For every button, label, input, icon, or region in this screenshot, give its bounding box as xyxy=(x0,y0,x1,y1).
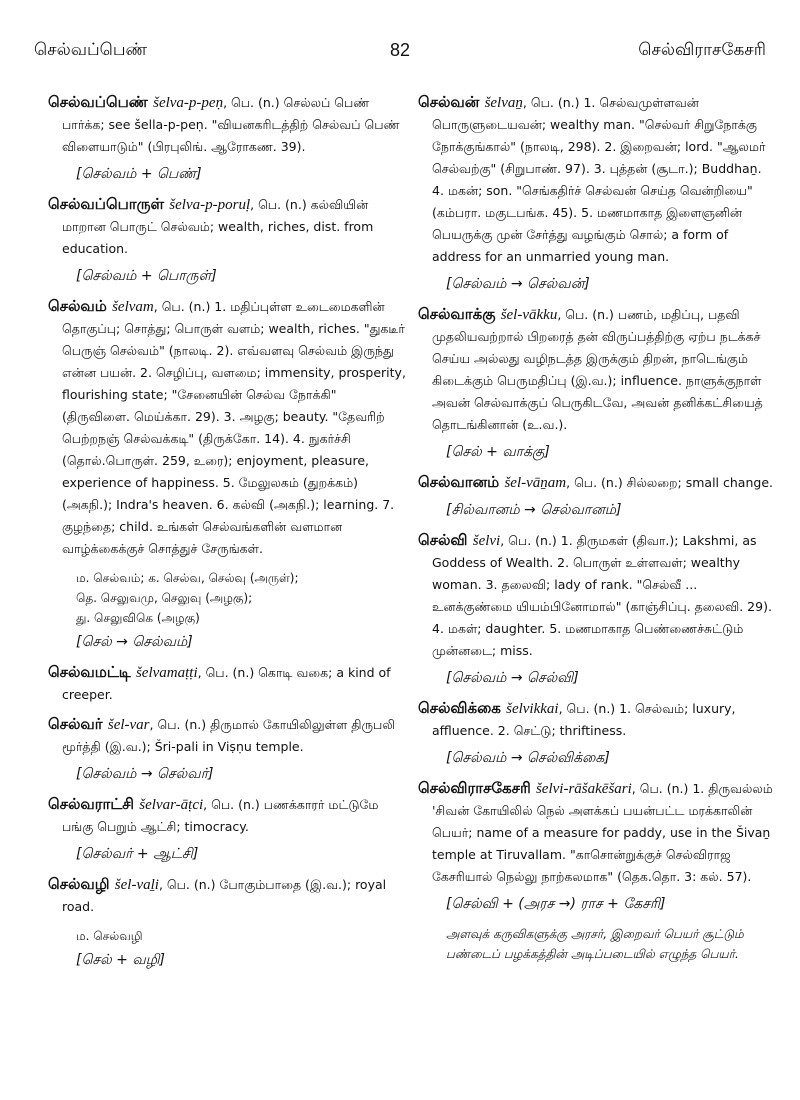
etymology: [செல்வர் + ஆட்சி] xyxy=(76,846,199,862)
transliteration: šel-vāṉam xyxy=(504,475,567,491)
cognates xyxy=(76,568,408,628)
etymology: [செல்வம் → செல்வர்] xyxy=(76,766,214,782)
definition: , பெ. (n.) திருமால் கோயிலிலுள்ள திருபலி மூர்த்தி (இ.வ.); Šri-pali in Viṣṇu temple. xyxy=(62,717,396,754)
definition: , பெ. (n.) 1. செல்வம்; luxury, affluence. 2. செட்டு; thriftiness. xyxy=(432,701,736,738)
definition: , பெ. (n.) 1. திருவல்லம் 'சிவன் கோயிலில் நெல் அளக்கப் பயன்பட்ட மரக்காலின் பெயர்; name of a measure for paddy, use in the Šivaṉ temple at Tiruvallam. "காசொன்றுக்குச் செல்விராஜ கேசரியால் நெல்லு நாற்கலமாக" (தெக.தொ. 3: கல். 57). xyxy=(432,781,773,884)
headword: செல்வப்பெண் xyxy=(48,93,154,111)
definition: , பெ. (n.) பணம், மதிப்பு, பதவி முதலியவற்றால் பிறரைத் தன் விருப்பத்திற்கு ஏற்ப நடக்கச் செய்ய அல்லது வழிநடத்த இருக்கும் திறன், நாடெங்கும் கிடைக்கும் பெருமதிப்பு (இ.வ.); influence. நாளுக்குநாள் அவன் செல்வாக்குப் பெருகிடவே, அவன் தனிக்கட்சியைத் தொடங்கினான் (உ.வ.). xyxy=(432,307,763,432)
dictionary-entry xyxy=(48,794,408,838)
headword: செல்வி xyxy=(418,531,473,549)
cognates xyxy=(76,926,408,946)
definition: , பெ. (n.) செல்லப் பெண் பார்க்க; see šella-p-peṇ. "வியனகரிடத்திற் செல்வப் பெண் விளையாடும்" (பிரபுலிங். ஆரோகண. 39). xyxy=(62,95,400,154)
usage-note: அளவுக் கருவிகளுக்கு அரசர், இறைவர் பெயர் சூட்டும் பண்டைப் பழக்கத்தின் அடிப்படையில் எழுந்த பெயர். xyxy=(446,927,744,961)
headword: செல்வராட்சி xyxy=(48,795,140,813)
etymology: [செல்வம் + பொருள்] xyxy=(76,268,217,284)
left-column xyxy=(48,92,408,980)
etymology: [செல் + வழி] xyxy=(76,952,166,968)
right-guide-word: செல்விராசகேசரி xyxy=(638,40,766,60)
headword: செல்வானம் xyxy=(418,473,505,491)
definition: , பெ. (n.) கொடி வகை; a kind of creeper. xyxy=(62,665,391,702)
dictionary-entry xyxy=(48,92,408,158)
headword: செல்வழி xyxy=(48,875,115,893)
etymology: [செல்வம் → செல்வன்] xyxy=(446,276,590,292)
headword: செல்வப்பொருள் xyxy=(48,195,170,213)
dictionary-entry xyxy=(48,714,408,758)
etymology: [செல்வம் → செல்வி] xyxy=(446,670,579,686)
transliteration: šelvi xyxy=(472,533,501,549)
headword: செல்வாக்கு xyxy=(418,305,501,323)
headword: செல்வமட்டி xyxy=(48,663,136,681)
dictionary-entry xyxy=(418,472,776,494)
headword: செல்விராசகேசரி xyxy=(418,779,536,797)
etymology: [செல் + வாக்கு] xyxy=(446,444,550,460)
definition: , பெ. (n.) கல்வியின் மாறான பொருட் செல்வம்; wealth, riches, dist. from education. xyxy=(62,197,374,256)
dictionary-entry xyxy=(48,662,408,706)
definition: , பெ. (n.) பணக்காரர் மட்டுமே பங்கு பெறும் ஆட்சி; timocracy. xyxy=(62,797,379,834)
dictionary-entry xyxy=(48,874,408,918)
transliteration: šelvaṉ xyxy=(484,95,523,111)
transliteration: šel-vaḻi xyxy=(114,877,159,893)
cognate-line: து. செலுவிகெ (அழகு) xyxy=(76,611,200,625)
transliteration: šelvamaṭṭi xyxy=(135,665,198,681)
etymology: [செல்வி + (அரச →) ராச + கேசரி] xyxy=(446,896,666,912)
cognate-line: ம. செல்வம்; க. செல்வ, செல்வு (அருள்); xyxy=(76,571,299,585)
headword: செல்வம் xyxy=(48,297,113,315)
left-guide-word: செல்வப்பெண் xyxy=(34,40,148,60)
dictionary-entry xyxy=(418,92,776,268)
right-column xyxy=(418,92,776,964)
dictionary-entry xyxy=(48,296,408,560)
headword: செல்வர் xyxy=(48,715,108,733)
definition: , பெ. (n.) சில்லறை; small change. xyxy=(566,475,773,490)
dictionary-entry xyxy=(418,304,776,436)
cognate-line: ம. செல்வழி xyxy=(76,929,143,943)
dictionary-entry xyxy=(418,778,776,888)
definition: , பெ. (n.) 1. திருமகள் (திவா.); Lakshmi, as Goddess of Wealth. 2. பொருள் உள்ளவள்; wealthy woman. 3. தலைவி; lady of rank. "செல்வீ ... உனக்குண்மை யியம்பினோமால்" (காஞ்சிப்பு. தலைவி. 29). 4. மகள்; daughter. 5. மணமாகாத பெண்ணைச்சுட்டும் முன்னடை; miss. xyxy=(432,533,772,658)
dictionary-entry xyxy=(418,530,776,662)
headword: செல்விக்கை xyxy=(418,699,507,717)
transliteration: šelvi-rāšakēšari xyxy=(535,781,632,797)
transliteration: šelva-p-poruḷ xyxy=(169,197,251,213)
dictionary-entry xyxy=(48,194,408,260)
etymology: [செல் → செல்வம்] xyxy=(76,634,193,650)
page-number: 82 xyxy=(389,40,411,60)
transliteration: šelva-p-peṇ xyxy=(153,95,224,111)
transliteration: šelvar-āṭci xyxy=(139,797,204,813)
transliteration: šel-vākku xyxy=(500,307,558,323)
definition: , பெ. (n.) 1. செல்வமுள்ளவன் பொருளுடையவன்; wealthy man. "செல்வர் சிறுநோக்கு நோக்குங்கால்" (நாலடி, 298). 2. இறைவன்; lord. "ஆலமர் செல்வற்கு" (சிறுபாண். 97). 3. புத்தன் (சூடா.); Buddhaṉ. 4. மகன்; son. "செங்கதிர்ச் செல்வன் செய்த வென்றியை" (கம்பரா. மகுடபங்க. 45). 5. மணமாகாத இளைஞனின் பெயருக்கு முன் சேர்த்து வழங்கும் சொல்; a form of address for an unmarried young man. xyxy=(432,95,766,264)
transliteration: šelvam xyxy=(112,299,154,315)
page-header xyxy=(34,40,766,68)
dictionary-entry xyxy=(418,698,776,742)
definition: , பெ. (n.) போகும்பாதை (இ.வ.); royal road. xyxy=(62,877,387,914)
transliteration: šel-var xyxy=(107,717,150,733)
transliteration: šelvikkai xyxy=(506,701,559,717)
definition: , பெ. (n.) 1. மதிப்புள்ள உடைமைகளின் தொகுப்பு; சொத்து; பொருள் வளம்; wealth, riches. "துகடீர் பெருஞ் செல்வம்" (நாலடி. 2). எவ்வளவு செல்வம் இருந்து என்ன பயன். 2. செழிப்பு, வளமை; immensity, prosperity, flourishing state; "சேனையின் செல்வ நோக்கி" (திருவிளை. மெய்க்கா. 29). 3. அழகு; beauty. "தேவரிற் பெற்றநஞ் செல்வக்கடி" (திருக்கோ. 14). 4. நுகர்ச்சி (தொல்.பொருள். 259, உரை); enjoyment, pleasure, experience of happiness. 5. மேலுலகம் (துறக்கம்) (அகநி.); Indra's heaven. 6. கல்வி (அகநி.); learning. 7. குழந்தை; child. உங்கள் செல்வங்களின் வளமான வாழ்க்கைக்குச் சொத்துச் சேருங்கள். xyxy=(62,299,406,556)
etymology: [சில்வானம் → செல்வானம்] xyxy=(446,502,622,518)
headword: செல்வன் xyxy=(418,93,485,111)
cognate-line: தெ. செலுவமு, செலுவு (அழகு); xyxy=(76,591,253,605)
etymology: [செல்வம் → செல்விக்கை] xyxy=(446,750,610,766)
etymology: [செல்வம் + பெண்] xyxy=(76,166,202,182)
